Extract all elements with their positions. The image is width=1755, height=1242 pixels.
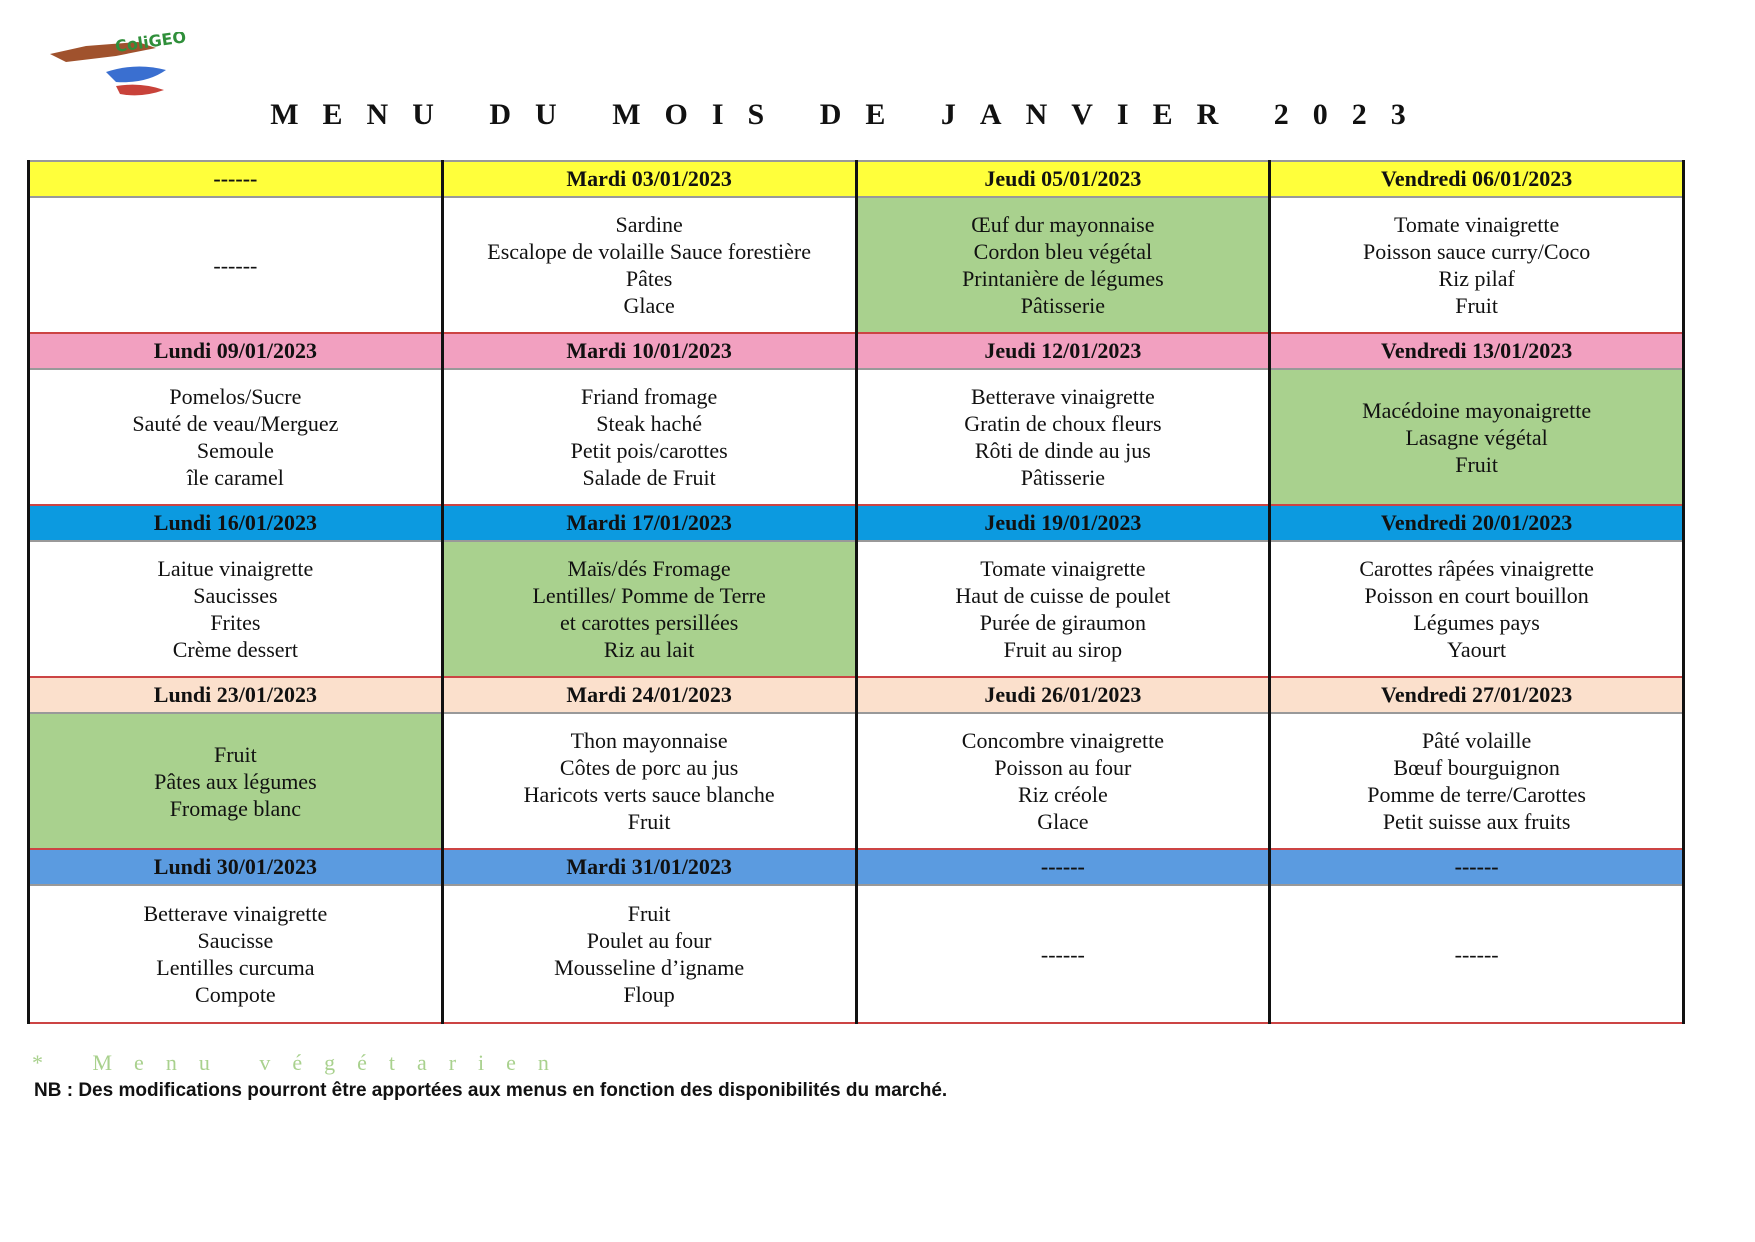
logo-text: ColiGEO [113,32,188,56]
dish: Sauté de veau/Merguez [132,411,339,436]
day-header: Jeudi 19/01/2023 [856,505,1270,541]
dish: Haricots verts sauce blanche [523,782,775,807]
dish: Lentilles/ Pomme de Terre [532,583,766,608]
vegetarian-legend: * Menu végétarien [32,1050,571,1075]
dish: Fruit [1455,451,1499,477]
dish: Betterave vinaigrette [143,901,328,926]
day-header: Vendredi 06/01/2023 [1270,161,1684,197]
dish: Lasagne végétal [1405,424,1548,450]
dish: Riz créole [1017,782,1108,807]
day-header: Vendredi 27/01/2023 [1270,677,1684,713]
dish: Légumes pays [1413,610,1540,635]
day-menu [29,369,443,505]
dish: Pâté volaille [1421,728,1532,753]
day-menu [442,197,856,333]
day-menu [442,713,856,849]
week-header-row [29,849,1684,885]
dish: Pâtes [625,266,673,291]
dish: Poisson en court bouillon [1364,583,1589,608]
day-header: Mardi 31/01/2023 [442,849,856,885]
dish: Glace [623,293,675,318]
week-menu-row [29,885,1684,1023]
dish: Semoule [196,438,274,463]
week-header-row [29,677,1684,713]
dish: Crème dessert [172,637,298,662]
dish: Fruit [213,741,257,767]
dish: Bœuf bourguignon [1393,755,1560,780]
dish: Friand fromage [581,384,718,409]
dish: Gratin de choux fleurs [964,411,1162,436]
dish: Mousseline d’igname [554,955,745,980]
dish: Riz pilaf [1438,266,1515,291]
dish: Lentilles curcuma [156,955,315,980]
day-menu [856,369,1270,505]
dish: Fruit [627,901,671,926]
day-menu [1270,197,1684,333]
day-header: Lundi 23/01/2023 [29,677,443,713]
day-menu [29,885,443,1023]
dish: Petit pois/carottes [570,438,728,463]
dish: Pâtes aux légumes [154,768,317,794]
week-header-row [29,505,1684,541]
day-menu [1270,713,1684,849]
vegetarian-day-menu [1270,369,1684,505]
day-header: Vendredi 20/01/2023 [1270,505,1684,541]
dish: Petit suisse aux fruits [1382,809,1571,834]
day-header: Jeudi 05/01/2023 [856,161,1270,197]
day-menu [442,885,856,1023]
dish: Thon mayonnaise [570,728,728,753]
day-header: Mardi 03/01/2023 [442,161,856,197]
day-header: Jeudi 26/01/2023 [856,677,1270,713]
dish: Haut de cuisse de poulet [955,583,1171,608]
dish: Compote [195,982,276,1007]
day-menu [856,713,1270,849]
week-menu-row [29,197,1684,333]
dish: Yaourt [1447,637,1507,662]
dish: Poulet au four [586,928,712,953]
dish: Carottes râpées vinaigrette [1359,556,1594,581]
day-header: Lundi 09/01/2023 [29,333,443,369]
dish: Poisson sauce curry/Coco [1362,239,1591,264]
dish: Floup [623,982,675,1007]
dish: Concombre vinaigrette [961,728,1164,753]
dish: Pâtisserie [1020,293,1106,318]
vegetarian-day-menu [29,713,443,849]
dish: Poisson au four [994,755,1132,780]
dish: Pâtisserie [1020,465,1106,490]
dish: Saucisses [193,583,278,608]
dish: Glace [1037,809,1089,834]
menu-table [27,160,1685,1024]
day-menu [29,541,443,677]
day-header: Lundi 30/01/2023 [29,849,443,885]
vegetarian-day-menu [442,541,856,677]
day-header: Jeudi 12/01/2023 [856,333,1270,369]
day-menu [29,197,443,333]
dish: Tomate vinaigrette [980,556,1146,581]
day-header: Mardi 17/01/2023 [442,505,856,541]
dish: Rôti de dinde au jus [974,438,1151,463]
dish: Fromage blanc [169,795,302,821]
dish: Purée de giraumon [979,610,1146,635]
dish: Tomate vinaigrette [1394,212,1560,237]
dish: Cordon bleu végétal [973,239,1153,264]
week-header-row [29,161,1684,197]
dish: Fruit [627,809,671,834]
dish: Riz au lait [603,637,695,662]
dish: Saucisse [197,928,274,953]
day-menu [1270,541,1684,677]
dish: Steak haché [596,411,702,436]
week-menu-row [29,541,1684,677]
day-menu [856,885,1270,1023]
day-menu [856,541,1270,677]
dish: ------ [213,252,258,278]
day-header: Mardi 10/01/2023 [442,333,856,369]
dish: Macédoine mayonaigrette [1362,397,1592,423]
school-logo [46,32,196,104]
day-menu [1270,885,1684,1023]
day-header: ------ [1270,849,1684,885]
dish: Printanière de légumes [962,266,1164,291]
dish: ------ [1040,941,1085,967]
dish: Œuf dur mayonnaise [971,212,1155,237]
dish: Côtes de porc au jus [559,755,739,780]
dish: et carottes persillées [559,610,739,635]
week-menu-row [29,369,1684,505]
dish: Laitue vinaigrette [157,556,314,581]
market-note: NB : Des modifications pourront être apportées aux menus en fonction des disponibilités du marché. [34,1080,948,1101]
dish: Escalope de volaille Sauce forestière [487,239,811,264]
vegetarian-day-menu [856,197,1270,333]
dish: Fruit [1455,293,1499,318]
dish: île caramel [186,465,284,490]
dish: Betterave vinaigrette [970,384,1155,409]
week-menu-row [29,713,1684,849]
dish: ------ [1454,941,1499,967]
week-header-row [29,333,1684,369]
day-header: Mardi 24/01/2023 [442,677,856,713]
day-header: Lundi 16/01/2023 [29,505,443,541]
dish: Salade de Fruit [582,465,716,490]
dish: Pomme de terre/Carottes [1367,782,1586,807]
dish: Sardine [615,212,683,237]
page-title: MENU DU MOIS DE JANVIER 2023 [270,98,1430,131]
day-header: ------ [29,161,443,197]
day-header: ------ [856,849,1270,885]
dish: Pomelos/Sucre [169,384,302,409]
day-header: Vendredi 13/01/2023 [1270,333,1684,369]
dish: Maïs/dés Fromage [567,556,731,581]
day-menu [442,369,856,505]
dish: Frites [210,610,261,635]
dish: Fruit au sirop [1003,637,1123,662]
